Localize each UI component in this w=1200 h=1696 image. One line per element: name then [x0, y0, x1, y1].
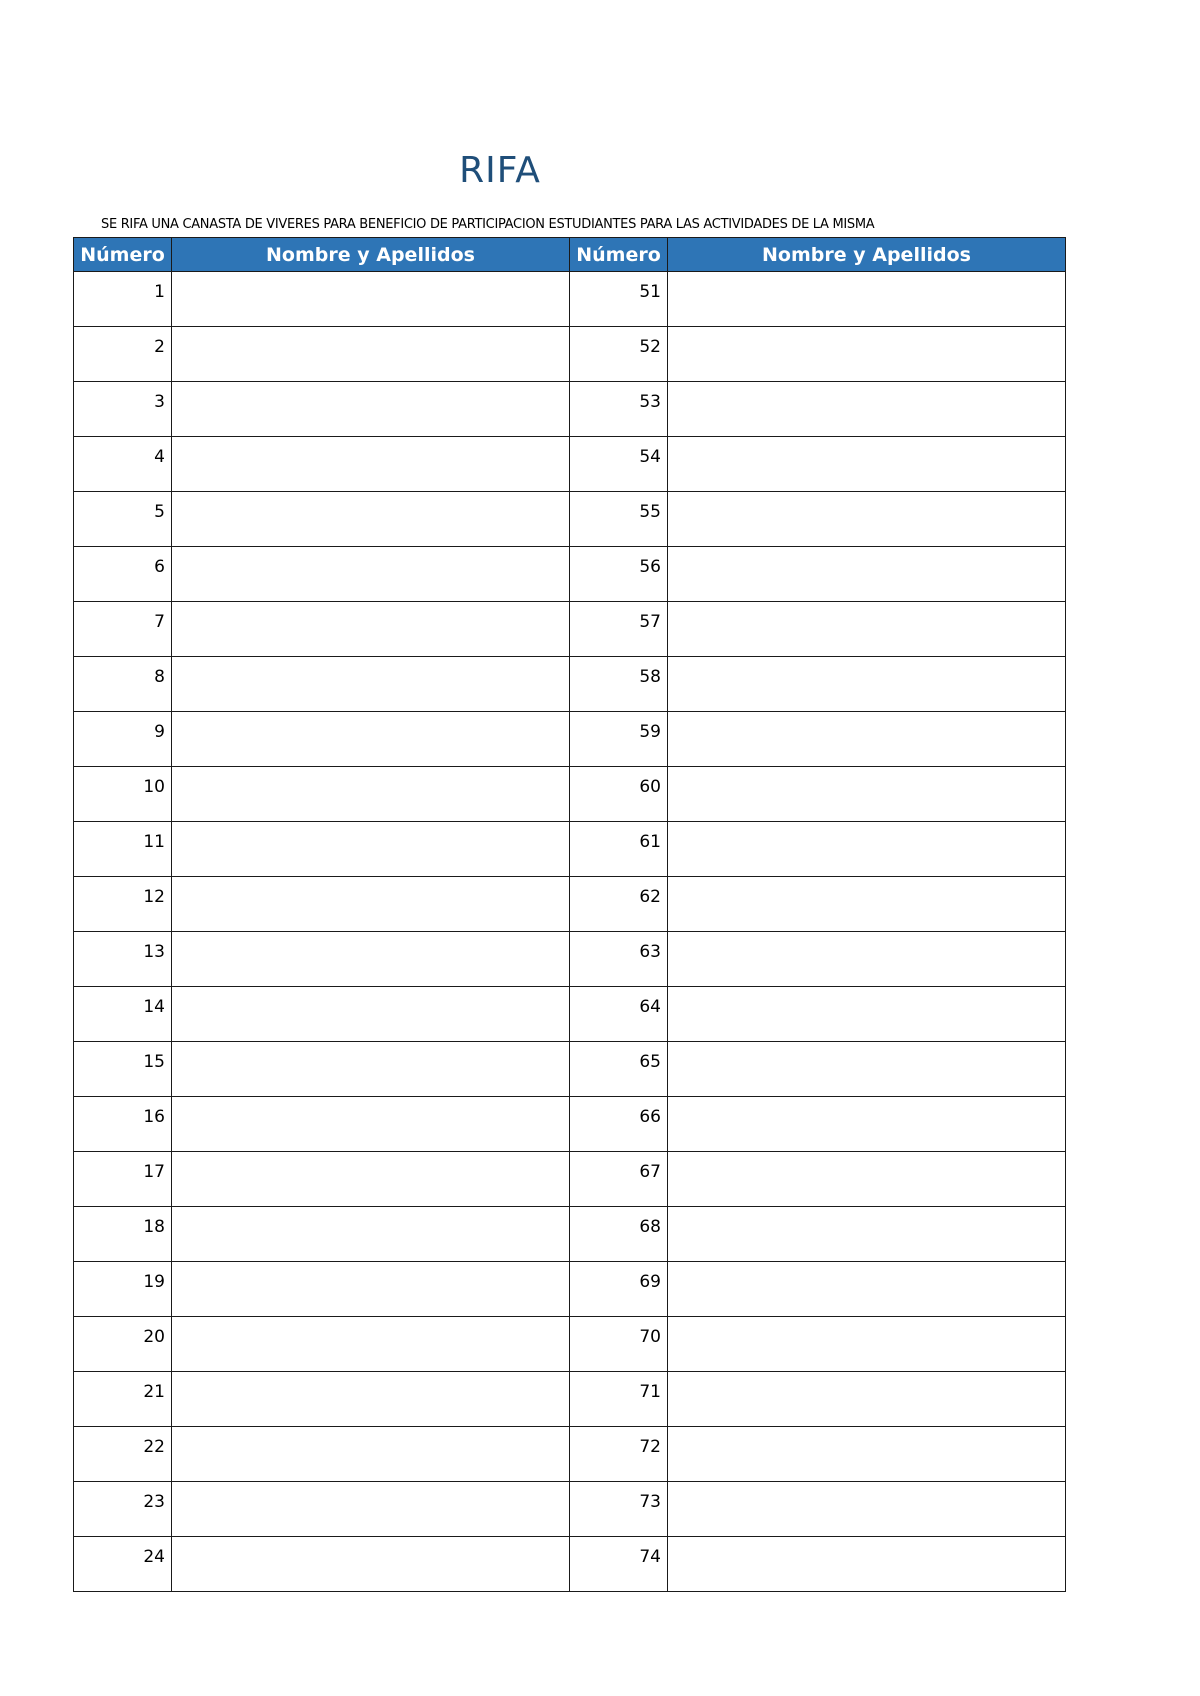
ticket-number-right: 56 [570, 547, 668, 602]
participant-name-cell-left[interactable] [172, 712, 570, 767]
participant-name-cell-right[interactable] [668, 987, 1066, 1042]
table-row [74, 272, 1066, 327]
ticket-number-right: 67 [570, 1152, 668, 1207]
ticket-number-left: 13 [74, 932, 172, 987]
participant-name-cell-left[interactable] [172, 1207, 570, 1262]
participant-name-cell-right[interactable] [668, 1317, 1066, 1372]
participant-name-cell-right[interactable] [668, 767, 1066, 822]
participant-name-cell-left[interactable] [172, 437, 570, 492]
participant-name-cell-right[interactable] [668, 1097, 1066, 1152]
header-name-right: Nombre y Apellidos [668, 238, 1066, 272]
participant-name-cell-right[interactable] [668, 877, 1066, 932]
participant-name-cell-right[interactable] [668, 602, 1066, 657]
ticket-number-right: 72 [570, 1427, 668, 1482]
ticket-number-left: 16 [74, 1097, 172, 1152]
participant-name-cell-right[interactable] [668, 547, 1066, 602]
ticket-number-left: 17 [74, 1152, 172, 1207]
participant-name-cell-left[interactable] [172, 382, 570, 437]
ticket-number-left: 2 [74, 327, 172, 382]
participant-name-cell-right[interactable] [668, 1207, 1066, 1262]
table-row [74, 547, 1066, 602]
table-header-row [74, 238, 1066, 272]
page-title: RIFA [459, 150, 541, 191]
ticket-number-right: 65 [570, 1042, 668, 1097]
ticket-number-left: 12 [74, 877, 172, 932]
ticket-number-right: 57 [570, 602, 668, 657]
table-row [74, 1042, 1066, 1097]
participant-name-cell-left[interactable] [172, 1427, 570, 1482]
ticket-number-left: 10 [74, 767, 172, 822]
participant-name-cell-left[interactable] [172, 1152, 570, 1207]
participant-name-cell-right[interactable] [668, 437, 1066, 492]
ticket-number-right: 58 [570, 657, 668, 712]
participant-name-cell-left[interactable] [172, 987, 570, 1042]
participant-name-cell-right[interactable] [668, 932, 1066, 987]
ticket-number-left: 8 [74, 657, 172, 712]
participant-name-cell-right[interactable] [668, 822, 1066, 877]
ticket-number-left: 6 [74, 547, 172, 602]
participant-name-cell-right[interactable] [668, 657, 1066, 712]
ticket-number-left: 21 [74, 1372, 172, 1427]
participant-name-cell-left[interactable] [172, 272, 570, 327]
participant-name-cell-right[interactable] [668, 327, 1066, 382]
ticket-number-left: 24 [74, 1537, 172, 1592]
participant-name-cell-left[interactable] [172, 1097, 570, 1152]
table-row [74, 1262, 1066, 1317]
ticket-number-right: 55 [570, 492, 668, 547]
table-row [74, 1152, 1066, 1207]
participant-name-cell-left[interactable] [172, 1042, 570, 1097]
participant-name-cell-left[interactable] [172, 492, 570, 547]
participant-name-cell-left[interactable] [172, 1262, 570, 1317]
ticket-number-right: 66 [570, 1097, 668, 1152]
participant-name-cell-left[interactable] [172, 657, 570, 712]
ticket-number-left: 15 [74, 1042, 172, 1097]
table-row [74, 382, 1066, 437]
table-row [74, 437, 1066, 492]
table-row [74, 932, 1066, 987]
ticket-number-left: 11 [74, 822, 172, 877]
table-row [74, 1207, 1066, 1262]
ticket-number-right: 64 [570, 987, 668, 1042]
ticket-number-right: 60 [570, 767, 668, 822]
ticket-number-right: 61 [570, 822, 668, 877]
table-row [74, 877, 1066, 932]
ticket-number-right: 54 [570, 437, 668, 492]
raffle-description: SE RIFA UNA CANASTA DE VIVERES PARA BENEFICIO DE PARTICIPACION ESTUDIANTES PARA LAS ACTIVIDADES DE LA MISMA [101, 217, 875, 232]
ticket-number-left: 5 [74, 492, 172, 547]
table-row [74, 712, 1066, 767]
table-row [74, 1317, 1066, 1372]
participant-name-cell-left[interactable] [172, 1482, 570, 1537]
ticket-number-left: 19 [74, 1262, 172, 1317]
table-row [74, 602, 1066, 657]
raffle-table [73, 237, 1066, 1592]
ticket-number-right: 68 [570, 1207, 668, 1262]
participant-name-cell-left[interactable] [172, 767, 570, 822]
table-row [74, 1097, 1066, 1152]
participant-name-cell-left[interactable] [172, 602, 570, 657]
ticket-number-left: 3 [74, 382, 172, 437]
ticket-number-left: 22 [74, 1427, 172, 1482]
ticket-number-right: 69 [570, 1262, 668, 1317]
ticket-number-left: 4 [74, 437, 172, 492]
table-row [74, 822, 1066, 877]
participant-name-cell-left[interactable] [172, 1372, 570, 1427]
ticket-number-right: 70 [570, 1317, 668, 1372]
table-row [74, 1427, 1066, 1482]
participant-name-cell-right[interactable] [668, 382, 1066, 437]
table-row [74, 657, 1066, 712]
table-row [74, 1482, 1066, 1537]
table-row [74, 987, 1066, 1042]
participant-name-cell-left[interactable] [172, 932, 570, 987]
participant-name-cell-right[interactable] [668, 1042, 1066, 1097]
ticket-number-left: 9 [74, 712, 172, 767]
table-row [74, 1372, 1066, 1427]
ticket-number-right: 71 [570, 1372, 668, 1427]
ticket-number-right: 52 [570, 327, 668, 382]
ticket-number-left: 7 [74, 602, 172, 657]
ticket-number-left: 23 [74, 1482, 172, 1537]
raffle-table-body [74, 272, 1066, 1592]
participant-name-cell-right[interactable] [668, 492, 1066, 547]
participant-name-cell-right[interactable] [668, 712, 1066, 767]
participant-name-cell-right[interactable] [668, 1537, 1066, 1592]
participant-name-cell-right[interactable] [668, 1262, 1066, 1317]
participant-name-cell-left[interactable] [172, 1317, 570, 1372]
header-number-left: Número [74, 238, 172, 272]
table-row [74, 1537, 1066, 1592]
ticket-number-left: 1 [74, 272, 172, 327]
ticket-number-right: 51 [570, 272, 668, 327]
table-row [74, 327, 1066, 382]
participant-name-cell-left[interactable] [172, 547, 570, 602]
ticket-number-right: 59 [570, 712, 668, 767]
participant-name-cell-left[interactable] [172, 1537, 570, 1592]
participant-name-cell-right[interactable] [668, 1427, 1066, 1482]
ticket-number-right: 53 [570, 382, 668, 437]
table-row [74, 492, 1066, 547]
ticket-number-right: 73 [570, 1482, 668, 1537]
ticket-number-right: 63 [570, 932, 668, 987]
ticket-number-left: 18 [74, 1207, 172, 1262]
ticket-number-left: 14 [74, 987, 172, 1042]
participant-name-cell-right[interactable] [668, 1372, 1066, 1427]
participant-name-cell-left[interactable] [172, 877, 570, 932]
participant-name-cell-right[interactable] [668, 1152, 1066, 1207]
ticket-number-right: 74 [570, 1537, 668, 1592]
header-number-right: Número [570, 238, 668, 272]
table-row [74, 767, 1066, 822]
ticket-number-right: 62 [570, 877, 668, 932]
participant-name-cell-left[interactable] [172, 327, 570, 382]
participant-name-cell-right[interactable] [668, 272, 1066, 327]
header-name-left: Nombre y Apellidos [172, 238, 570, 272]
ticket-number-left: 20 [74, 1317, 172, 1372]
participant-name-cell-right[interactable] [668, 1482, 1066, 1537]
participant-name-cell-left[interactable] [172, 822, 570, 877]
